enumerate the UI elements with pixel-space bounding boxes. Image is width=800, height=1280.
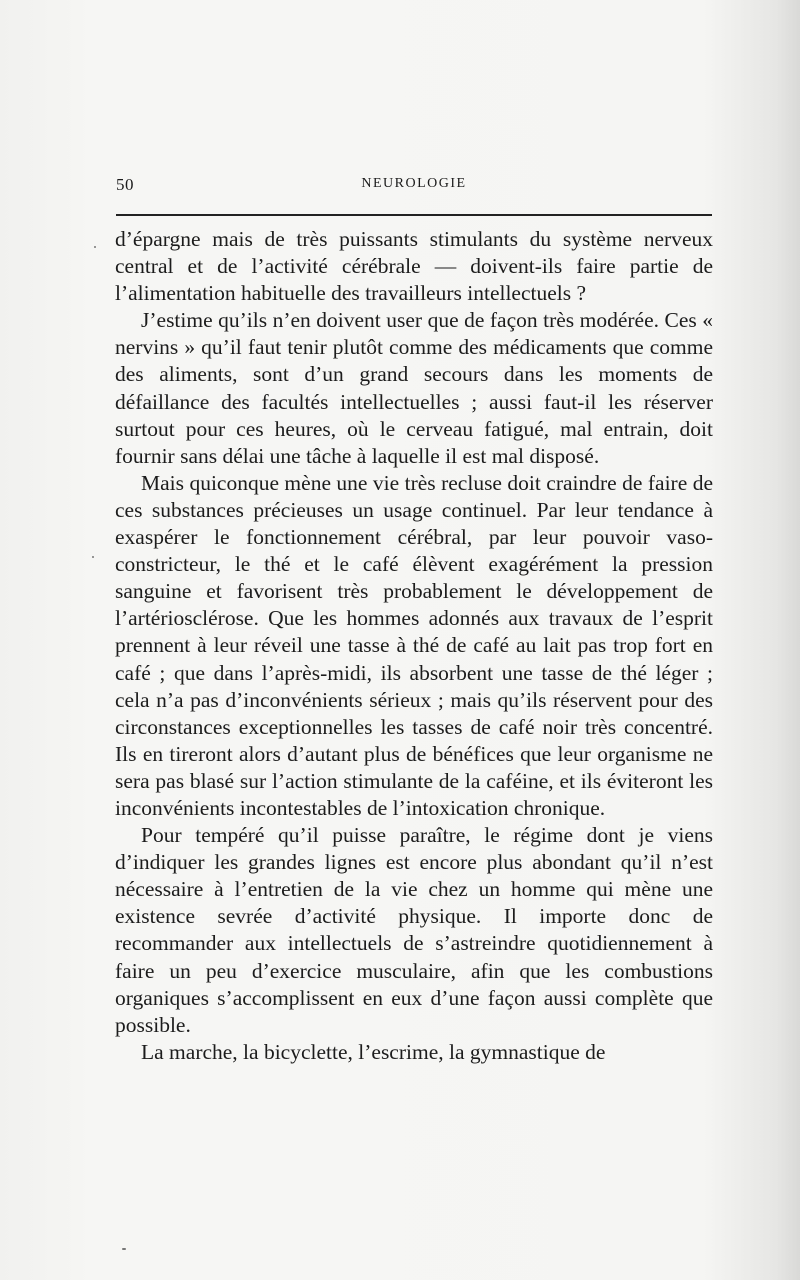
running-title: NEUROLOGIE	[361, 176, 467, 191]
paragraph: Pour tempéré qu’il puisse paraître, le régime dont je viens d’indiquer les grandes lignes est encore plus abondant qu’il n’est nécessaire à l’entretien de la vie chez un homme qui mène une existence sevrée d’activité physique. Il importe donc de recommander aux intellectuels de s’astreindre quotidiennement à faire un peu d’exercice musculaire, afin que les combustions organiques s’accomplissent en eux d’une façon aussi complète que possible.	[115, 823, 713, 1037]
paragraph: J’estime qu’ils n’en doivent user que de façon très modérée. Ces « nervins » qu’il faut tenir plutôt comme des médicaments que comme des aliments, sont d’un grand secours dans les moments de défaillance des facultés intellectuelles ; aussi faut-il les réserver surtout pour ces heures, où le cerveau fatigué, mal entrain, doit fournir sans délai une tâche à laquelle il est mal disposé.	[115, 308, 713, 468]
margin-speck	[122, 1248, 126, 1250]
margin-speck	[94, 246, 96, 248]
paragraph: Mais quiconque mène une vie très recluse doit craindre de faire de ces substances précieuses un usage continuel. Par leur tendance à exaspérer le fonctionnement cérébral, par leur pouvoir vaso-constricteur, le thé et le café élèvent exagérément la pression sanguine et favorisent très probablement le développement de l’artériosclérose. Que les hommes adonnés aux travaux de l’esprit prennent à leur réveil une tasse à thé de café au lait pas trop fort en café ; que dans l’après-midi, ils absorbent une tasse de thé léger ; cela n’a pas d’inconvénients sérieux ; mais qu’ils réservent pour des circonstances exceptionnelles les tasses de café noir très concentré. Ils en tireront alors d’autant plus de bénéfices que leur organisme ne sera pas blasé sur l’action stimulante de la caféine, et ils éviteront les inconvénients incontestables de l’intoxication chronique.	[115, 470, 713, 820]
page-header	[116, 175, 712, 201]
paragraph-continuation: d’épargne mais de très puissants stimulants du système nerveux central et de l’activité cérébrale — doivent-ils faire partie de l’alimentation habituelle des travailleurs intellectuels ?	[115, 227, 713, 306]
margin-speck	[92, 556, 94, 558]
paragraph-last-line: La marche, la bicyclette, l’escrime, la gymnastique de	[141, 1039, 606, 1064]
page-number: 50	[116, 175, 134, 194]
header-rule	[116, 214, 712, 216]
body-text	[115, 226, 713, 1066]
